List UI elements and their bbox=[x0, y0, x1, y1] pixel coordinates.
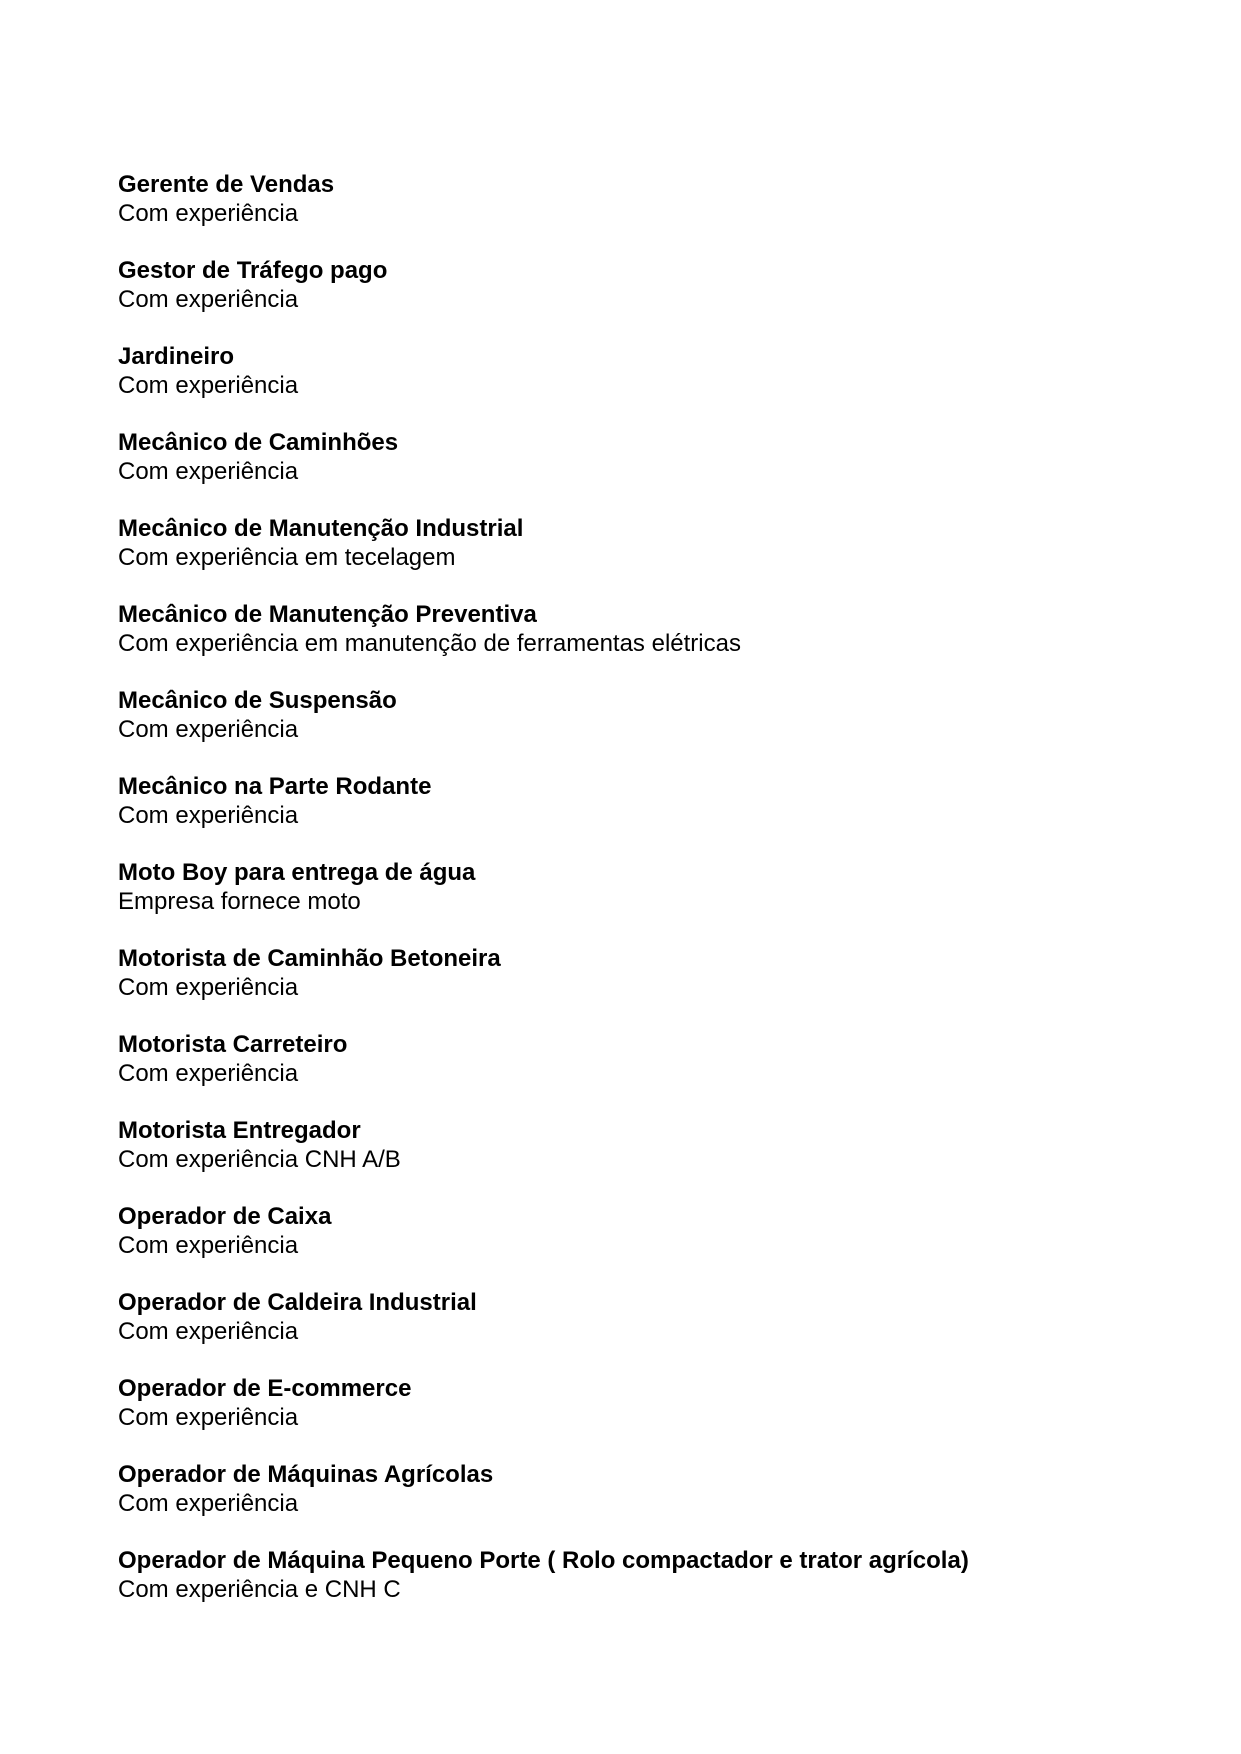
job-description: Com experiência bbox=[118, 1318, 299, 1345]
job-title: Mecânico de Suspensão bbox=[118, 687, 397, 714]
job-title: Mecânico de Manutenção Industrial bbox=[118, 515, 524, 542]
job-entry bbox=[118, 686, 1158, 772]
job-description: Com experiência bbox=[118, 372, 299, 399]
job-title: Mecânico de Manutenção Preventiva bbox=[118, 601, 537, 628]
job-title: Mecânico na Parte Rodante bbox=[118, 773, 432, 800]
job-description: Empresa fornece moto bbox=[118, 888, 361, 915]
job-description: Com experiência bbox=[118, 458, 299, 485]
job-entry bbox=[118, 1460, 1158, 1546]
job-entry bbox=[118, 858, 1158, 944]
job-description: Com experiência bbox=[118, 200, 299, 227]
job-title: Gerente de Vendas bbox=[118, 171, 335, 198]
job-description: Com experiência bbox=[118, 286, 299, 313]
job-entry bbox=[118, 514, 1158, 600]
job-title: Motorista Carreteiro bbox=[118, 1031, 348, 1058]
job-title: Operador de Máquinas Agrícolas bbox=[118, 1461, 494, 1488]
job-description: Com experiência bbox=[118, 1060, 299, 1087]
job-entry bbox=[118, 170, 1158, 256]
job-entry bbox=[118, 944, 1158, 1030]
job-description: Com experiência em tecelagem bbox=[118, 544, 456, 571]
job-entry bbox=[118, 1116, 1158, 1202]
job-list bbox=[118, 170, 1158, 1632]
job-title: Gestor de Tráfego pago bbox=[118, 257, 388, 284]
job-entry bbox=[118, 772, 1158, 858]
job-description: Com experiência bbox=[118, 1490, 299, 1517]
job-title: Motorista Entregador bbox=[118, 1117, 361, 1144]
job-title: Operador de Máquina Pequeno Porte ( Rolo compactador e trator agrícola) bbox=[118, 1547, 969, 1574]
job-title: Jardineiro bbox=[118, 343, 235, 370]
job-entry bbox=[118, 1374, 1158, 1460]
job-entry bbox=[118, 1030, 1158, 1116]
job-entry bbox=[118, 1202, 1158, 1288]
job-description: Com experiência bbox=[118, 974, 299, 1001]
job-entry bbox=[118, 342, 1158, 428]
job-entry bbox=[118, 600, 1158, 686]
job-title: Mecânico de Caminhões bbox=[118, 429, 399, 456]
job-entry bbox=[118, 256, 1158, 342]
job-description: Com experiência CNH A/B bbox=[118, 1146, 401, 1173]
job-description: Com experiência em manutenção de ferramentas elétricas bbox=[118, 630, 741, 657]
job-description: Com experiência e CNH C bbox=[118, 1576, 401, 1603]
job-title: Moto Boy para entrega de água bbox=[118, 859, 476, 886]
job-description: Com experiência bbox=[118, 1404, 299, 1431]
job-title: Motorista de Caminhão Betoneira bbox=[118, 945, 501, 972]
job-title: Operador de Caixa bbox=[118, 1203, 332, 1230]
job-description: Com experiência bbox=[118, 716, 299, 743]
job-title: Operador de E-commerce bbox=[118, 1375, 412, 1402]
job-entry bbox=[118, 428, 1158, 514]
job-description: Com experiência bbox=[118, 1232, 299, 1259]
job-entry bbox=[118, 1288, 1158, 1374]
job-entry bbox=[118, 1546, 1158, 1632]
job-title: Operador de Caldeira Industrial bbox=[118, 1289, 477, 1316]
job-description: Com experiência bbox=[118, 802, 299, 829]
